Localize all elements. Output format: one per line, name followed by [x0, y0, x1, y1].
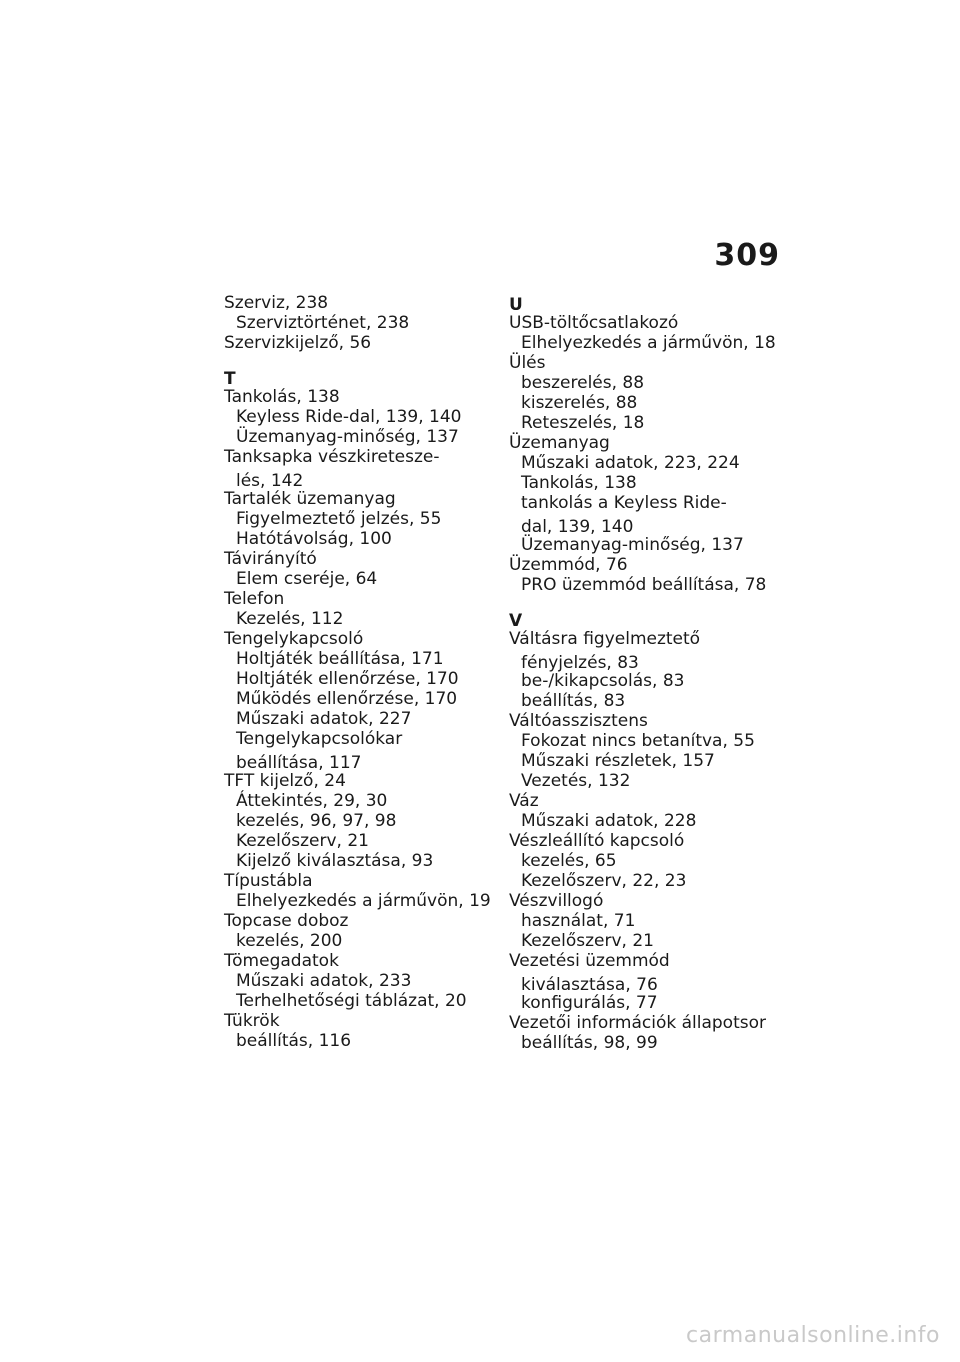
entry-term: Tükrök	[224, 1011, 280, 1031]
entry-subterm: konfigurálás, 77	[521, 993, 658, 1013]
entry-term: Váz	[509, 791, 539, 811]
index-entry	[224, 772, 499, 872]
index-column-right	[509, 294, 784, 1054]
section-letter: U	[509, 295, 523, 315]
entry-subterm: fényjelzés, 83	[521, 653, 639, 673]
entry-term: Szerviz, 238	[224, 293, 329, 313]
entry-term: Tengelykapcsoló	[224, 629, 364, 649]
entry-subterm-continued: beállítása, 117	[236, 753, 362, 773]
index-entry	[224, 630, 499, 772]
entry-subterm: Reteszelés, 18	[521, 413, 645, 433]
entry-subterm: beszerelés, 88	[521, 373, 645, 393]
entry-subterm: Elhelyezkedés a járművön, 19	[236, 891, 491, 911]
section-letter: V	[509, 611, 523, 631]
entry-subterm: kezelés, 96, 97, 98	[236, 811, 397, 831]
entry-subterm: Tankolás, 138	[521, 473, 637, 493]
entry-subterm: Kezelőszerv, 21	[236, 831, 369, 851]
entry-subterm: Kezelőszerv, 22, 23	[521, 871, 687, 891]
entry-subterm: Műszaki adatok, 233	[236, 971, 412, 991]
index-entry	[509, 712, 784, 792]
page-number: 309	[714, 238, 780, 273]
index-entry	[509, 354, 784, 434]
index-entry	[509, 314, 784, 354]
entry-subterm: be-/kikapcsolás, 83	[521, 671, 685, 691]
entry-subterm: Műszaki adatok, 228	[521, 811, 697, 831]
index-entry	[509, 792, 784, 832]
entry-subterm: PRO üzemmód beállítása, 78	[521, 575, 767, 595]
entry-term: Telefon	[224, 589, 285, 609]
entry-subterm: Tengelykapcsolókar	[236, 729, 403, 749]
entry-term: Szervizkijelző, 56	[224, 333, 372, 353]
entry-term: Üzemmód, 76	[509, 555, 628, 575]
entry-subterm: Kijelző kiválasztása, 93	[236, 851, 434, 871]
entry-term: Váltásra figyelmeztető	[509, 629, 701, 649]
entry-term: Topcase doboz	[224, 911, 349, 931]
index-entry	[509, 892, 784, 952]
entry-term: Üzemanyag	[509, 433, 610, 453]
entry-subterm: tankolás a Keyless Ride-	[521, 493, 727, 513]
entry-subterm: beállítás, 116	[236, 1031, 352, 1051]
entry-subterm: Terhelhetőségi táblázat, 20	[236, 991, 467, 1011]
entry-term: Vezetői információk állapotsor	[509, 1013, 767, 1033]
index-entry	[224, 952, 499, 1012]
entry-subterm: Figyelmeztető jelzés, 55	[236, 509, 442, 529]
index-entry	[509, 832, 784, 892]
entry-term: Vészleállító kapcsoló	[509, 831, 685, 851]
index-entry	[509, 952, 784, 1014]
entry-subterm: Fokozat nincs betanítva, 55	[521, 731, 755, 751]
entry-subterm: Holtjáték ellenőrzése, 170	[236, 669, 459, 689]
index-entry	[224, 1012, 499, 1052]
entry-subterm: Szerviztörténet, 238	[236, 313, 410, 333]
entry-term: Távirányító	[224, 549, 317, 569]
entry-subterm: beállítás, 98, 99	[521, 1033, 658, 1053]
entry-subterm: kiszerelés, 88	[521, 393, 638, 413]
entry-subterm: Műszaki adatok, 227	[236, 709, 412, 729]
entry-subterm: Műszaki adatok, 223, 224	[521, 453, 740, 473]
entry-term-continued: lés, 142	[236, 471, 304, 491]
index-entry	[224, 448, 499, 490]
entry-term: USB-töltőcsatlakozó	[509, 313, 679, 333]
index-entry	[509, 556, 784, 596]
entry-subterm: Holtjáték beállítása, 171	[236, 649, 444, 669]
index-section	[509, 294, 784, 596]
index-entry	[224, 388, 499, 448]
entry-subterm: Műszaki részletek, 157	[521, 751, 715, 771]
entry-term: Ülés	[509, 353, 546, 373]
index-entry	[509, 630, 784, 712]
entry-subterm: Kezelőszerv, 21	[521, 931, 654, 951]
entry-subterm: Hatótávolság, 100	[236, 529, 392, 549]
entry-term: Tömegadatok	[224, 951, 339, 971]
entry-subterm: Kezelés, 112	[236, 609, 344, 629]
entry-subterm: Elhelyezkedés a járművön, 18	[521, 333, 776, 353]
entry-subterm: kezelés, 200	[236, 931, 343, 951]
entry-subterm: beállítás, 83	[521, 691, 626, 711]
index-entry	[509, 1014, 784, 1054]
entry-subterm: Vezetés, 132	[521, 771, 631, 791]
entry-term: TFT kijelző, 24	[224, 771, 346, 791]
entry-subterm: kezelés, 65	[521, 851, 617, 871]
entry-term: Tartalék üzemanyag	[224, 489, 396, 509]
index-entry	[224, 334, 499, 354]
entry-subterm: Működés ellenőrzése, 170	[236, 689, 458, 709]
entry-subterm: Üzemanyag-minőség, 137	[521, 535, 744, 555]
entry-subterm: Elem cseréje, 64	[236, 569, 378, 589]
entry-subterm: használat, 71	[521, 911, 636, 931]
entry-subterm: kiválasztása, 76	[521, 975, 658, 995]
index-entry	[509, 434, 784, 556]
index-entry	[224, 490, 499, 550]
index-section	[509, 610, 784, 1054]
index-column-left	[224, 294, 499, 1052]
entry-term: Típustábla	[224, 871, 313, 891]
index-entry	[224, 294, 499, 334]
entry-term: Tankolás, 138	[224, 387, 340, 407]
watermark: carmanualsonline.info	[686, 1323, 940, 1348]
entry-term: Vészvillogó	[509, 891, 604, 911]
index-entry	[224, 872, 499, 912]
entry-subterm: Áttekintés, 29, 30	[236, 791, 388, 811]
entry-subterm-continued: dal, 139, 140	[521, 517, 634, 537]
index-entry	[224, 912, 499, 952]
entry-subterm: Keyless Ride-dal, 139, 140	[236, 407, 462, 427]
entry-term: Vezetési üzemmód	[509, 951, 670, 971]
section-letter: T	[224, 369, 236, 389]
index-entry	[224, 550, 499, 590]
index-section	[224, 294, 499, 354]
entry-term: Tanksapka vészkiretesze-	[224, 447, 440, 467]
entry-subterm: Üzemanyag-minőség, 137	[236, 427, 459, 447]
index-entry	[224, 590, 499, 630]
index-section	[224, 368, 499, 1052]
entry-term: Váltóasszisztens	[509, 711, 648, 731]
